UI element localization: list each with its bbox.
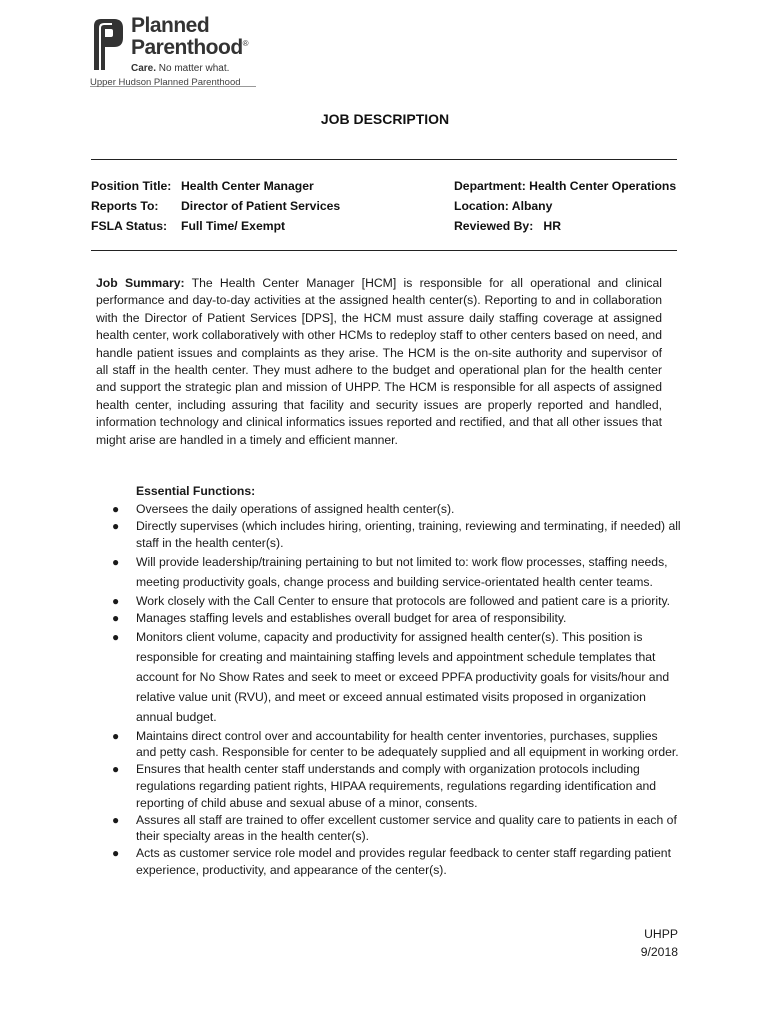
- bullet-icon: ●: [112, 593, 120, 608]
- bullet-icon: ●: [112, 554, 120, 569]
- bottom-divider: [91, 250, 677, 251]
- planned-parenthood-p-icon: [90, 16, 126, 72]
- page-title: JOB DESCRIPTION: [320, 111, 450, 127]
- list-item: ● Manages staffing levels and establishes overall budget for area of responsibility.: [112, 610, 567, 625]
- fsla-status-row: FSLA Status: Full Time/ Exempt: [91, 219, 286, 233]
- footer-org: UHPP: [644, 927, 678, 941]
- bullet-icon: ●: [112, 846, 120, 861]
- list-item: ● Oversees the daily operations of assigned health center(s).: [112, 502, 455, 516]
- bullet-icon: ●: [112, 519, 120, 534]
- list-item: ● Ensures that health center staff understands and comply with organization protocols including regulations regarding patient rights, HIPAA requirements, regulations regarding identification and reporting of child abuse and sexual abuse of a minor, consents.: [112, 762, 657, 810]
- essential-functions-heading: Essential Functions:: [136, 484, 256, 498]
- list-item: ● Acts as customer service role model and provides regular feedback to center staff regarding patient experience, productivity, and appearance of the center(s).: [112, 846, 671, 878]
- reports-to-row: Reports To: Director of Patient Services: [91, 199, 341, 213]
- bullet-icon: ●: [112, 610, 120, 625]
- bullet-icon: ●: [112, 762, 120, 777]
- department-field: Department: Health Center Operations: [454, 179, 677, 193]
- bullet-icon: ●: [112, 812, 120, 827]
- position-title-row: Position Title: Health Center Manager: [91, 179, 314, 193]
- list-item: ● Directly supervises (which includes hiring, orienting, training, reviewing and terminating, if needed) all staff in the health center(s).: [112, 519, 681, 550]
- bullet-icon: ●: [112, 502, 120, 516]
- bullet-icon: ●: [112, 728, 120, 743]
- list-item: ● Monitors client volume, capacity and productivity for assigned health center(s). This position is responsible for creating and maintaining staffing levels and appointment schedule templates that account for No Show Rates and seek to meet or exceed PPFA productivity goals for visits/hour and relative value unit (RVU), and meet or exceed annual estimated visits proposed in organization annual budget.: [91, 627, 681, 727]
- footer-date: 9/2018: [640, 945, 678, 959]
- job-summary-label: Job Summary:: [96, 276, 185, 290]
- list-item: ● Will provide leadership/training pertaining to but not limited to: work flow processes, staffing needs, meeting productivity goals, change process and building service-orientated health center teams.: [91, 552, 681, 592]
- job-summary-text: The Health Center Manager [HCM] is responsible for all operational and clinical performance and day-to-day activities at the assigned health center(s). Reporting to and in collaboration with the Director of Patient Services [DPS], the HCM must assure daily staffing coverage at assigned health center, work collaboratively with other HCMs to redeploy staff to other centers based on need, and handle patient issues and complaints as they arise. The HCM is the on-site authority and supervisor of all staff in the health center. They must adhere to the budget and operational plan for the health center and support the strategic plan and mission of UHPP. The HCM is responsible for all aspects of assigned health center, including assuring that facility and security issues are properly reported and handled, information technology and clinical informatics issues reported and rectified, and that all other issues that might arise are handled in a timely and efficient manner.: [96, 276, 662, 447]
- list-item: ● Work closely with the Call Center to ensure that protocols are followed and patient care is a priority.: [112, 593, 671, 608]
- logo-word-planned: Planned: [131, 14, 210, 37]
- list-item: ● Maintains direct control over and accountability for health center inventories, purchases, supplies and petty cash. Responsible for center to be adequately supplied and all equipment in working order.: [112, 728, 679, 760]
- list-item: ● Assures all staff are trained to offer excellent customer service and quality care to patients in each of their specialty areas in the health center(s).: [112, 812, 677, 844]
- reviewed-by-row: Reviewed By: HR: [454, 219, 562, 233]
- logo-tagline: Care. No matter what.: [131, 63, 230, 74]
- essential-functions-list: [91, 501, 681, 879]
- job-summary: [96, 275, 662, 449]
- location-field: Location: Albany: [454, 199, 553, 213]
- affiliate-name: Upper Hudson Planned Parenthood: [90, 77, 241, 88]
- bullet-icon: ●: [112, 629, 120, 644]
- top-divider: [91, 159, 677, 160]
- logo-word-parenthood: Parenthood®: [131, 36, 249, 59]
